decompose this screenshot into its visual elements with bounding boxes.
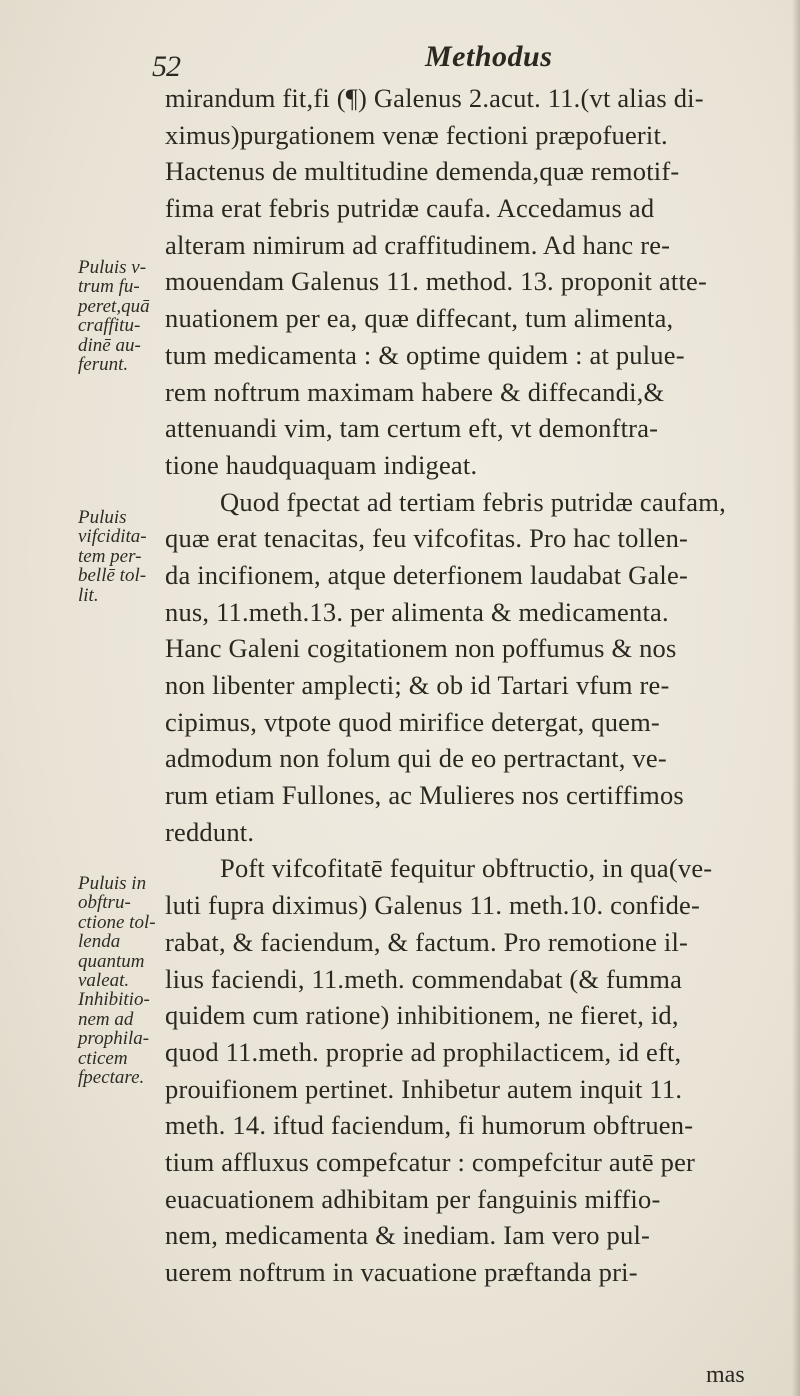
body-text <box>165 80 800 1291</box>
margin-note-line: quantum <box>78 950 145 972</box>
text-line: fima erat febris putridæ caufa. Accedamus ad <box>165 193 655 224</box>
text-line: mirandum fit,fi (¶) Galenus 2.acut. 11.(vt alias di- <box>165 83 704 113</box>
text-line: uerem noftrum in vacuatione præftanda pri- <box>165 1257 638 1287</box>
text-line: ximus)purgationem venæ fectioni præpofuerit. <box>165 119 668 150</box>
paragraph-first-line: Quod fpectat ad tertiam febris putridæ caufam, <box>220 486 726 517</box>
text-line: luti fupra diximus) Galenus 11. meth.10. confide- <box>165 890 701 921</box>
margin-note-line: trum fu- <box>78 276 140 298</box>
margin-note-line: cticem <box>78 1047 128 1069</box>
margin-note-line: valeat. <box>78 970 130 992</box>
text-line: quæ erat tenacitas, feu vifcofitas. Pro hac tollen- <box>165 523 689 554</box>
text-line: rem noftrum maximam habere & diffecandi,& <box>165 376 665 407</box>
running-head: Methodus <box>425 40 553 73</box>
margin-note-line: peret,quā <box>78 295 150 317</box>
margin-note-line: Puluis v- <box>78 257 147 278</box>
text-line: tione haudquaquam indigeat. <box>165 449 478 480</box>
margin-note-line: obftru- <box>78 892 131 914</box>
text-line: attenuandi vim, tam certum eft, vt demonftra- <box>165 413 659 444</box>
text-line: reddunt. <box>165 816 255 847</box>
page-number: 52 <box>152 50 180 83</box>
text-line: rabat, & faciendum, & factum. Pro remotione il- <box>165 926 689 957</box>
margin-note <box>78 874 166 1087</box>
text-line: nus, 11.meth.13. per alimenta & medicamenta. <box>165 596 669 627</box>
margin-note-line: vifcidita- <box>78 526 147 548</box>
text-line: Hactenus de multitudine demenda,quæ remotif- <box>165 156 680 187</box>
margin-note <box>78 508 166 605</box>
text-line: quod 11.meth. proprie ad prophilacticem, id eft, <box>165 1036 682 1067</box>
margin-note-line: fpectare. <box>78 1067 145 1089</box>
text-line: non libenter amplecti; & ob id Tartari vfum re- <box>165 670 670 700</box>
text-line: nem, medicamenta & inediam. Iam vero pul- <box>165 1220 651 1251</box>
margin-note-line: craffitu- <box>78 315 141 337</box>
text-line: meth. 14. iftud faciendum, fi humorum obftruen- <box>165 1110 694 1141</box>
margin-note-line: lit. <box>78 584 99 606</box>
margin-note-line: Puluis <box>78 507 127 528</box>
margin-note-line: ctione tol- <box>78 911 156 933</box>
text-line: nuationem per ea, quæ diffecant, tum alimenta, <box>165 303 674 334</box>
margin-note-line: ferunt. <box>78 354 129 376</box>
text-line: cipimus, vtpote quod mirifice detergat, quem- <box>165 706 660 737</box>
margin-note-line: tem per- <box>78 545 142 567</box>
text-line: quidem cum ratione) inhibitionem, ne fieret, id, <box>165 1000 679 1031</box>
margin-note-line: nem ad <box>78 1008 134 1030</box>
margin-note-line: prophila- <box>78 1028 150 1050</box>
text-line: tum medicamenta : & optime quidem : at pulue- <box>165 339 685 370</box>
text-line: tium affluxus compefcatur : compefcitur autē per <box>165 1146 696 1177</box>
text-line: Hanc Galeni cogitationem non poffumus & nos <box>165 633 677 664</box>
text-line: admodum non folum qui de eo pertractant, ve- <box>165 743 667 774</box>
text-line: rum etiam Fullones, ac Mulieres nos certiffimos <box>165 780 684 811</box>
catchword: mas <box>706 1362 745 1388</box>
margin-note-line: Inhibitio- <box>78 989 150 1011</box>
text-line: mouendam Galenus 11. method. 13. proponit atte- <box>165 266 707 297</box>
paragraph-first-line: Poft vifcofitatē fequitur obftructio, in qua(ve- <box>220 853 713 884</box>
text-line: alteram nimirum ad craffitudinem. Ad hanc re- <box>165 229 671 260</box>
margin-note-line: bellē tol- <box>78 565 147 587</box>
margin-note-line: Puluis in <box>78 873 147 894</box>
margin-note-line: dinē au- <box>78 334 141 356</box>
text-line: da incifionem, atque deterfionem laudabat Gale- <box>165 559 688 590</box>
text-line: euacuationem adhibitam per fanguinis miffio- <box>165 1183 661 1214</box>
margin-note <box>78 258 166 374</box>
text-line: prouifionem pertinet. Inhibetur autem inquit 11. <box>165 1073 683 1104</box>
text-line: lius faciendi, 11.meth. commendabat (& fumma <box>165 963 683 994</box>
margin-note-line: lenda <box>78 931 121 953</box>
